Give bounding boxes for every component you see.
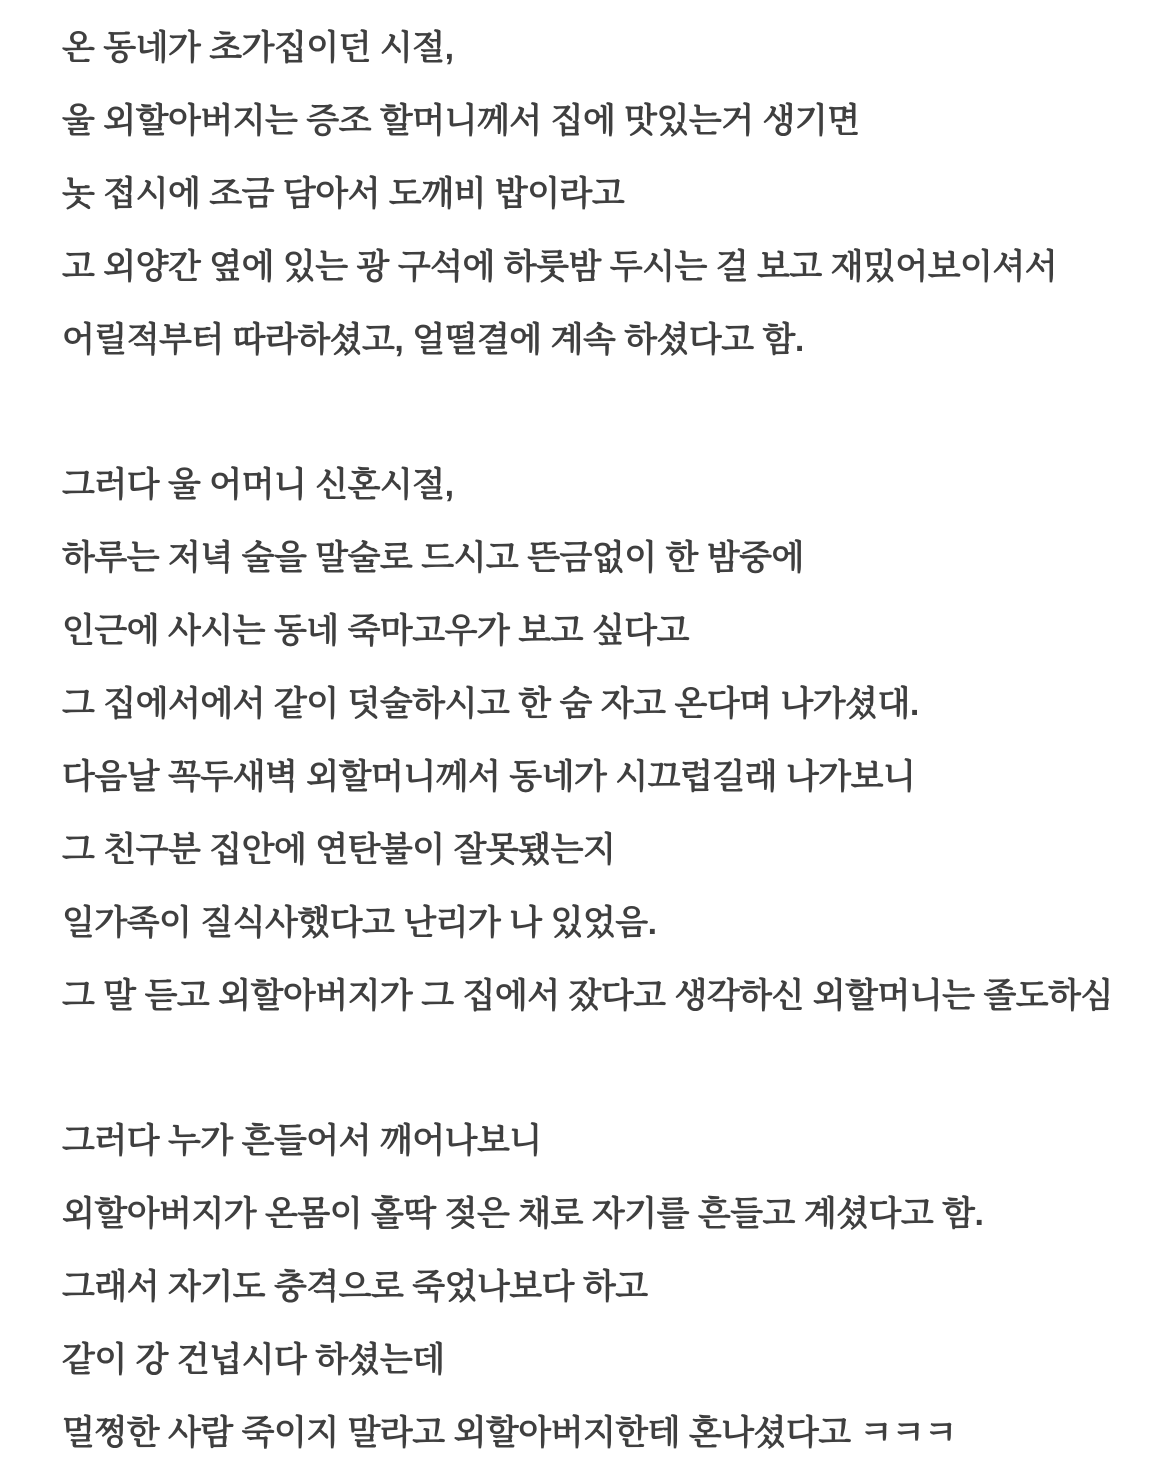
text-line: 그 집에서에서 같이 덧술하시고 한 숨 자고 온다며 나가셨대. [62,685,919,723]
text-line: 그 말 듣고 외할아버지가 그 집에서 잤다고 생각하신 외할머니는 졸도하심 [62,977,1113,1015]
paragraph [62,1105,1129,1470]
paragraph [62,449,1129,1033]
text-line: 어릴적부터 따라하셨고, 얼떨결에 계속 하셨다고 함. [62,321,804,359]
text-line: 놋 접시에 조금 담아서 도깨비 밥이라고 [62,175,625,213]
text-line: 고 외양간 옆에 있는 광 구석에 하룻밤 두시는 걸 보고 재밌어보이셔서 [62,248,1058,286]
text-line: 그러다 누가 흔들어서 깨어나보니 [62,1122,542,1160]
paragraph [62,12,1129,377]
text-line: 외할아버지가 온몸이 홀딱 젖은 채로 자기를 흔들고 계셨다고 함. [62,1195,984,1233]
text-line: 인근에 사시는 동네 죽마고우가 보고 싶다고 [62,612,689,650]
paragraph-list [62,12,1129,1470]
text-line: 멀쩡한 사람 죽이지 말라고 외할아버지한테 혼나셨다고 ㅋㅋㅋ [62,1414,957,1452]
text-line: 온 동네가 초가집이던 시절, [62,29,454,67]
text-line: 그래서 자기도 충격으로 죽었나보다 하고 [62,1268,648,1306]
text-line: 다음날 꼭두새벽 외할머니께서 동네가 시끄럽길래 나가보니 [62,758,916,796]
text-line: 같이 강 건넙시다 하셨는데 [62,1341,445,1379]
text-line: 그러다 울 어머니 신혼시절, [62,466,454,504]
text-line: 일가족이 질식사했다고 난리가 나 있었음. [62,904,657,942]
text-line: 하루는 저녁 술을 말술로 드시고 뜬금없이 한 밤중에 [62,539,804,577]
text-line: 울 외할아버지는 증조 할머니께서 집에 맛있는거 생기면 [62,102,860,140]
text-line: 그 친구분 집안에 연탄불이 잘못됐는지 [62,831,616,869]
